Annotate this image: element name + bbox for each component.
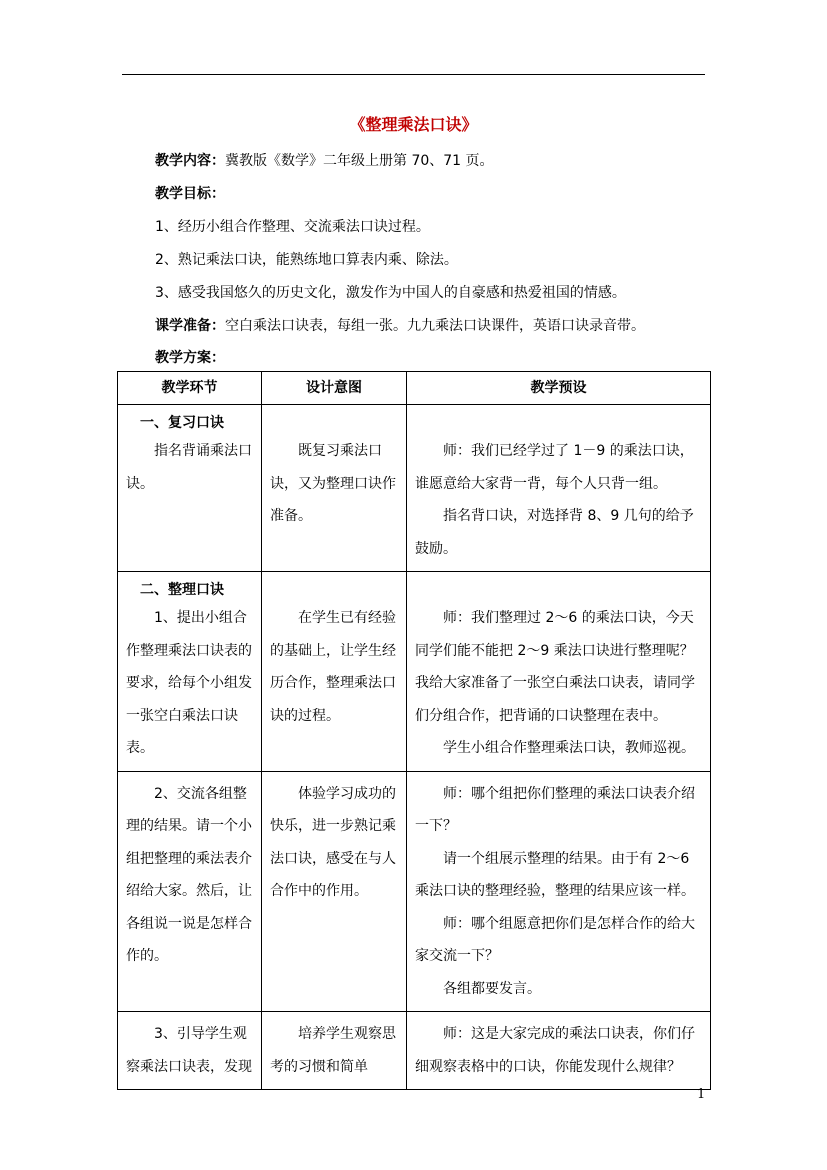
preset-cell (407, 771, 711, 1012)
intent-cell (262, 1012, 407, 1090)
goal-item-1: 1、经历小组合作整理、交流乘法口诀过程。 (155, 219, 430, 235)
goal-item-2: 2、熟记乘法口诀，能熟练地口算表内乘、除法。 (155, 252, 458, 268)
plan-label: 教学方案： (155, 350, 225, 366)
table-row (118, 771, 711, 1012)
preset-text: 师：我们整理过 2～6 的乘法口诀，今天同学们能不能把 2～9 乘法口诀进行整理呢？我给大家准备了一张空白乘法口诀表，请同学们分组合作，把背诵的口诀整理在表中。 (415, 610, 695, 724)
prep-label: 课学准备： (155, 318, 225, 334)
preset-text: 指名背口诀，对选择背 8、9 几句的给予鼓励。 (415, 508, 694, 557)
content-text: 冀教版《数学》二年级上册第 70、71 页。 (225, 153, 494, 169)
table-row (118, 1012, 711, 1090)
stage-cell (118, 771, 262, 1012)
page-number: 1 (697, 1087, 706, 1102)
content-line (155, 150, 494, 170)
table-row (118, 405, 711, 572)
header-rule (122, 74, 705, 75)
document-title: 《整理乘法口诀》 (349, 115, 478, 134)
preset-text: 师：这是大家完成的乘法口诀表，你们仔细观察表格中的口诀，你能发现什么规律？ (415, 1026, 695, 1075)
intent-text: 既复习乘法口诀，又为整理口诀作准备。 (270, 443, 396, 524)
header-intent: 设计意图 (262, 372, 407, 405)
prep-text: 空白乘法口诀表，每组一张。九九乘法口诀课件，英语口诀录音带。 (225, 318, 645, 334)
goals-label: 教学目标： (155, 186, 225, 202)
prep-line (155, 315, 645, 335)
section-title: 一、复习口诀 (140, 415, 224, 431)
intent-cell (262, 771, 407, 1012)
teaching-plan-table (117, 371, 711, 1090)
preset-text: 学生小组合作整理乘法口诀，教师巡视。 (443, 740, 695, 756)
section-title: 二、整理口诀 (140, 582, 224, 598)
content-label: 教学内容： (155, 153, 225, 169)
preset-cell (407, 1012, 711, 1090)
preset-text: 师：哪个组把你们整理的乘法口诀表介绍一下？ (415, 785, 695, 834)
step-text: 2、交流各组整理的结果。请一个小组把整理的乘法表介绍给大家。然后，让各组说一说是怎样合作的。 (126, 785, 252, 964)
header-preset: 教学预设 (407, 372, 711, 405)
step-text: 3、引导学生观察乘法口诀表，发现 (126, 1026, 252, 1075)
intent-text: 在学生已有经验的基础上，让学生经历合作，整理乘法口诀的过程。 (270, 610, 396, 724)
intent-text: 体验学习成功的快乐，进一步熟记乘法口诀，感受在与人合作中的作用。 (270, 785, 396, 899)
intent-text: 培养学生观察思考的习惯和简单 (270, 1026, 396, 1075)
preset-text: 各组都要发言。 (443, 980, 541, 997)
stage-cell (118, 405, 262, 572)
header-stage: 教学环节 (118, 372, 262, 405)
stage-cell (118, 572, 262, 772)
goal-item-3: 3、感受我国悠久的历史文化，激发作为中国人的自豪感和热爱祖国的情感。 (155, 285, 626, 301)
intent-cell (262, 405, 407, 572)
step-text: 指名背诵乘法口诀。 (126, 443, 252, 492)
step-text: 1、提出小组合作整理乘法口诀表的要求，给每个小组发一张空白乘法口诀表。 (126, 610, 252, 756)
preset-cell (407, 405, 711, 572)
intent-cell (262, 572, 407, 772)
preset-text: 请一个组展示整理的结果。由于有 2～6 乘法口诀的整理经验，整理的结果应该一样。 (415, 850, 695, 899)
preset-text: 师：我们已经学过了 1－9 的乘法口诀，谁愿意给大家背一背，每个人只背一组。 (415, 443, 694, 492)
table-header-row (118, 372, 711, 405)
stage-cell (118, 1012, 262, 1090)
table-row (118, 572, 711, 772)
preset-text: 师：哪个组愿意把你们是怎样合作的给大家交流一下？ (415, 915, 695, 964)
preset-cell (407, 572, 711, 772)
